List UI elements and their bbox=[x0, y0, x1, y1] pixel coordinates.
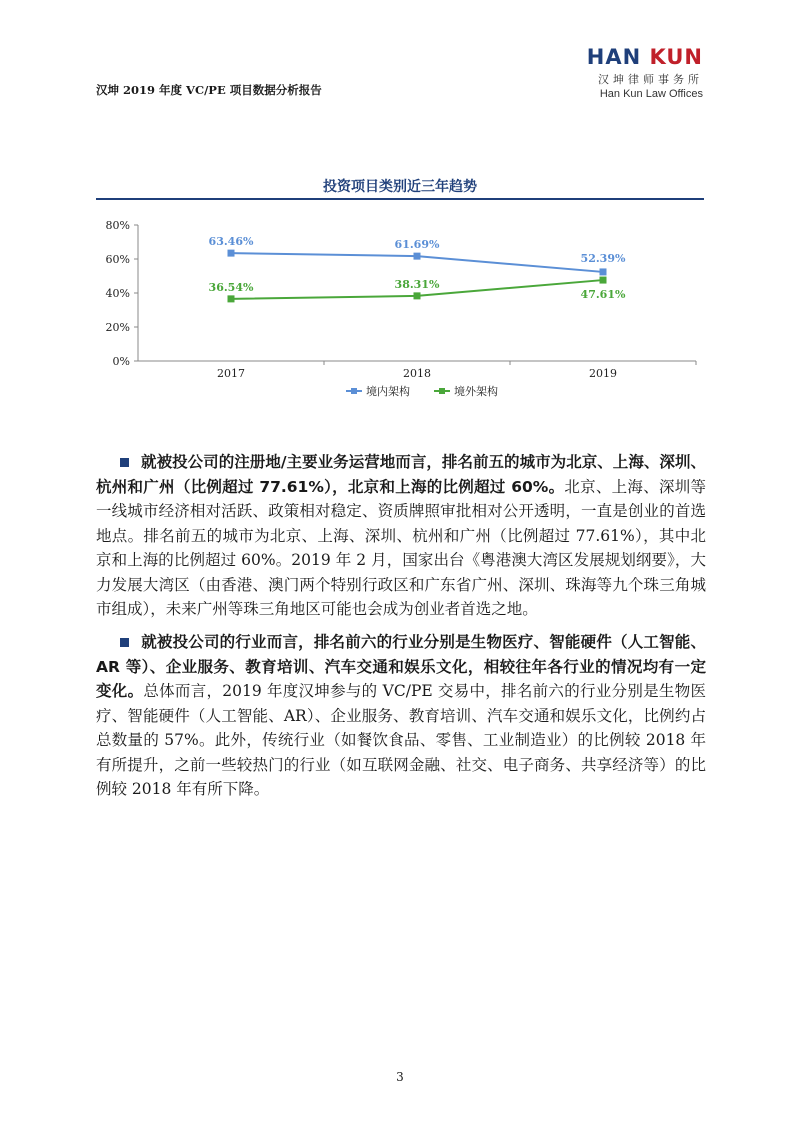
logo-name-cn: 汉坤律师事务所 bbox=[598, 73, 703, 86]
logo-mark bbox=[587, 46, 703, 68]
y-tick-label: 40% bbox=[105, 287, 130, 300]
y-tick-label: 20% bbox=[105, 321, 130, 334]
data-point-marker bbox=[600, 277, 607, 284]
x-tick-label: 2019 bbox=[589, 367, 617, 380]
chart-title-rule bbox=[96, 198, 704, 200]
data-point-marker bbox=[228, 295, 235, 302]
paragraph-industry-lead: 就被投公司的行业而言，排名前六的行业分别是生物医疗、智能硬件（人工智能、AR 等）、企业服务、教育培训、汽车交通和娱乐文化，相较往年各行业的情况均有一定变化。 bbox=[96, 633, 706, 700]
square-bullet-icon bbox=[120, 638, 129, 647]
report-header-title: 汉坤 2019 年度 VC/PE 项目数据分析报告 bbox=[96, 83, 322, 97]
data-label: 52.39% bbox=[580, 251, 626, 265]
y-tick-label: 60% bbox=[105, 253, 130, 266]
legend-swatch-marker bbox=[351, 388, 357, 394]
square-bullet-icon bbox=[120, 458, 129, 467]
chart-title: 投资项目类别近三年趋势 bbox=[323, 179, 477, 195]
data-point-marker bbox=[414, 253, 421, 260]
data-point-marker bbox=[228, 250, 235, 257]
data-label: 38.31% bbox=[394, 277, 440, 291]
legend-label: 境外架构 bbox=[454, 385, 498, 398]
data-point-marker bbox=[414, 292, 421, 299]
paragraph-industry-body: 总体而言，2019 年度汉坤参与的 VC/PE 交易中，排名前六的行业分别是生物医疗、智能硬件（人工智能、AR）、企业服务、教育培训、汽车交通和娱乐文化，比例约占总数量的 57%。此外，传统行业（如餐饮食品、零售、工业制造业）的比例较 2018 年有所提升，之前一些较热门的行业（如互联网金融、社交、电子商务、共享经济等）的比例较 2018 年有所下降。 bbox=[96, 682, 706, 798]
han-kun-logo bbox=[587, 46, 703, 100]
paragraph-city-body: 北京、上海、深圳等一线城市经济相对活跃、政策相对稳定、资质牌照审批相对公开透明，一直是创业的首选地点。排名前五的城市为北京、上海、深圳、杭州和广州（比例超过 77.61%），其中北京和上海的比例超过 60%。2019 年 2 月，国家出台《粤港澳大湾区发展规划纲要》，大力发展大湾区（由香港、澳门两个特别行政区和广东省广州、深圳、珠海等九个珠三角城市组成），未来广州等珠三角地区可能也会成为创业者首选之地。 bbox=[96, 477, 706, 618]
data-label: 36.54% bbox=[208, 280, 254, 294]
y-tick-label: 80% bbox=[105, 219, 130, 232]
line-chart bbox=[96, 205, 704, 405]
legend-swatch-marker bbox=[439, 388, 445, 394]
logo-mark-han: HAN bbox=[586, 45, 642, 69]
paragraph-city-lead: 就被投公司的注册地/主要业务运营地而言，排名前五的城市为北京、上海、深圳、杭州和广州（比例超过 77.61%），北京和上海的比例超过 60%。 bbox=[96, 453, 706, 496]
logo-name-en: Han Kun Law Offices bbox=[599, 88, 703, 100]
paragraph-city bbox=[96, 450, 706, 622]
data-label: 47.61% bbox=[580, 288, 626, 302]
data-label: 63.46% bbox=[208, 235, 254, 249]
page-number: 3 bbox=[396, 1070, 404, 1084]
x-tick-label: 2017 bbox=[217, 367, 245, 380]
logo-mark-kun: KUN bbox=[649, 45, 703, 69]
data-point-marker bbox=[600, 268, 607, 275]
x-tick-label: 2018 bbox=[403, 367, 431, 380]
paragraph-industry bbox=[96, 630, 706, 802]
legend-label: 境内架构 bbox=[366, 385, 410, 398]
y-tick-label: 0% bbox=[112, 355, 130, 368]
data-label: 61.69% bbox=[394, 238, 440, 252]
